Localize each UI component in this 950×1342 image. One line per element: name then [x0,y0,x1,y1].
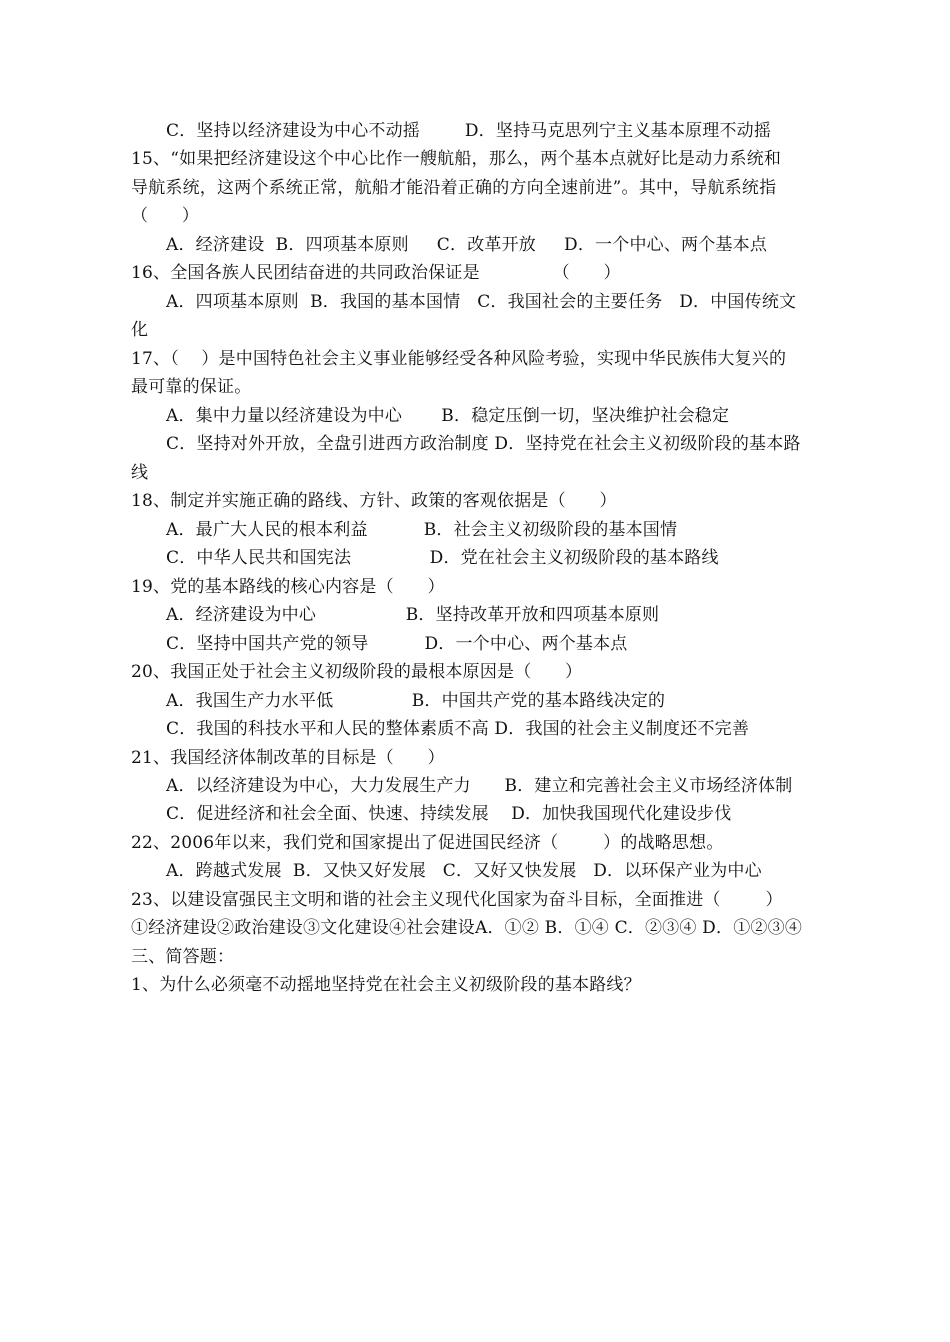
q17-options-cont: 线 [131,463,149,483]
q17-options-cd: C．坚持对外开放，全盘引进西方政治制度 D．坚持党在社会主义初级阶段的基本路 [166,434,801,454]
q21-question: 21、我国经济体制改革的目标是（ ） [131,748,445,768]
q15-options: A．经济建设 B．四项基本原则 C．改革开放 D．一个中心、两个基本点 [166,235,768,255]
q15-question: 15、“如果把经济建设这个中心比作一艘航船，那么，两个基本点就好比是动力系统和 [131,149,782,169]
q18-question: 18、制定并实施正确的路线、方针、政策的客观依据是（ ） [131,491,617,511]
short-answer-q1: 1、为什么必须毫不动摇地坚持党在社会主义初级阶段的基本路线？ [131,975,641,995]
q21-options-ab: A．以经济建设为中心，大力发展生产力 B．建立和完善社会主义市场经济体制 [166,776,793,796]
q19-options-cd: C．坚持中国共产党的领导 D．一个中心、两个基本点 [166,634,628,654]
q20-options-ab: A．我国生产力水平低 B．中国共产党的基本路线决定的 [166,691,666,711]
q20-question: 20、我国正处于社会主义初级阶段的最根本原因是（ ） [131,662,583,682]
q18-options-cd: C．中华人民共和国宪法 D．党在社会主义初级阶段的基本路线 [166,548,719,568]
q17-options-ab: A．集中力量以经济建设为中心 B．稳定压倒一切，坚决维护社会稳定 [166,406,730,426]
q17-question: 17、（ ）是中国特色社会主义事业能够经受各种风险考验，实现中华民族伟大复兴的 [131,349,787,369]
q19-options-ab: A．经济建设为中心 B．坚持改革开放和四项基本原则 [166,605,660,625]
q16-options-cont: 化 [131,320,149,340]
q22-question: 22、2006年以来，我们党和国家提出了促进国民经济（ ）的战略思想。 [131,833,724,853]
q19-question: 19、党的基本路线的核心内容是（ ） [131,577,445,597]
q14-options-cd: C．坚持以经济建设为中心不动摇 D．坚持马克思列宁主义基本原理不动摇 [166,121,772,141]
q20-options-cd: C．我国的科技水平和人民的整体素质不高 D．我国的社会主义制度还不完善 [166,719,750,739]
q16-options: A．四项基本原则 B．我国的基本国情 C．我国社会的主要任务 D．中国传统文 [166,292,797,312]
q18-options-ab: A．最广大人民的根本利益 B．社会主义初级阶段的基本国情 [166,520,678,540]
q15-answer-blank: （ ） [131,206,200,226]
q22-options: A．跨越式发展 B．又快又好发展 C．又好又快发展 D．以环保产业为中心 [166,861,762,881]
q23-question: 23、以建设富强民主文明和谐的社会主义现代化国家为奋斗目标，全面推进（ ） [131,890,783,910]
q17-question-cont: 最可靠的保证。 [131,377,252,397]
q15-question-cont: 导航系统，这两个系统正常，航船才能沿着正确的方向全速前进”。其中，导航系统指 [131,178,777,198]
q21-options-cd: C．促进经济和社会全面、快速、持续发展 D．加快我国现代化建设步伐 [166,804,732,824]
q16-question: 16、全国各族人民团结奋进的共同政治保证是 （ ） [131,263,621,283]
section-heading: 三、简答题： [131,947,235,967]
q23-options: ①经济建设②政治建设③文化建设④社会建设A．①② B．①④ C．②③④ D．①②③④ [131,918,803,938]
